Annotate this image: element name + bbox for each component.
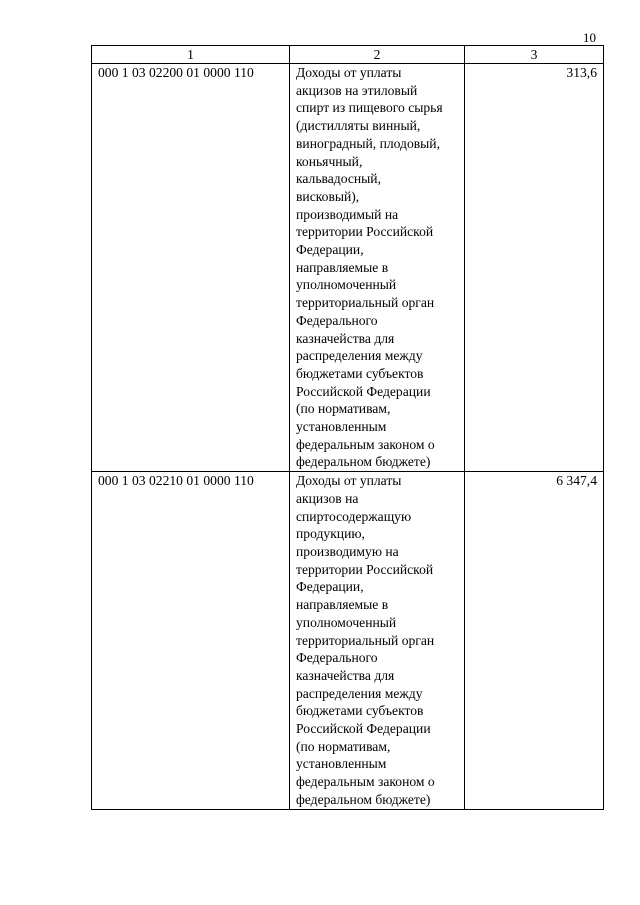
description-line: территории Российской <box>296 561 434 577</box>
description-line: (дистилляты винный, <box>296 118 421 134</box>
budget-code: 000 1 03 02200 01 0000 110 <box>92 64 290 472</box>
description-line: висковый), <box>296 188 360 204</box>
description-line: продукцию, <box>296 526 365 542</box>
description-line: уполномоченный <box>296 614 397 630</box>
description-line: (по нормативам, <box>296 401 391 417</box>
description-line: Федерального <box>296 650 378 666</box>
description-line: виноградный, плодовый, <box>296 135 440 151</box>
column-header-description: 2 <box>290 46 465 64</box>
budget-code: 000 1 03 02210 01 0000 110 <box>92 472 290 809</box>
description-line: федеральным законом о <box>296 774 435 790</box>
description-line: распределения между <box>296 348 423 364</box>
description-line: федеральном бюджете) <box>296 791 431 807</box>
table-row <box>92 472 604 809</box>
description-line: акцизов на этиловый <box>296 82 418 98</box>
description-line: направляемые в <box>296 259 389 275</box>
description-line: федеральным законом о <box>296 436 435 452</box>
description-line: Доходы от уплаты <box>296 65 402 80</box>
description-line: спиртосодержащую <box>296 508 412 524</box>
description-line: направляемые в <box>296 597 389 613</box>
description-line: бюджетами субъектов <box>296 703 424 719</box>
column-header-amount: 3 <box>465 46 604 64</box>
description-line: коньячный, <box>296 153 363 169</box>
revenue-description <box>290 472 465 809</box>
description-line: кальвадосный, <box>296 171 381 187</box>
description-line: территориальный орган <box>296 295 435 311</box>
description-line: производимую на <box>296 543 399 559</box>
description-line: установленным <box>296 419 387 435</box>
table-header-row <box>92 46 604 64</box>
description-line: производимый на <box>296 206 399 222</box>
amount-value: 313,6 <box>465 64 604 472</box>
description-line: бюджетами субъектов <box>296 365 424 381</box>
description-line: распределения между <box>296 685 423 701</box>
description-line: Российской Федерации <box>296 721 431 737</box>
description-line: Федерации, <box>296 242 364 258</box>
description-line: Федерального <box>296 312 378 328</box>
description-line: Федерации, <box>296 579 364 595</box>
page-number: 10 <box>583 30 596 45</box>
revenue-table <box>91 45 604 810</box>
description-line: территориальный орган <box>296 632 435 648</box>
description-line: уполномоченный <box>296 277 397 293</box>
description-line: казначейства для <box>296 667 395 683</box>
table-row <box>92 64 604 472</box>
amount-value: 6 347,4 <box>465 472 604 809</box>
revenue-description <box>290 64 465 472</box>
description-line: казначейства для <box>296 330 395 346</box>
column-header-code: 1 <box>92 46 290 64</box>
description-line: Доходы от уплаты <box>296 473 402 489</box>
description-line: акцизов на <box>296 490 359 506</box>
description-line: территории Российской <box>296 224 434 240</box>
description-line: Российской Федерации <box>296 383 431 399</box>
description-line: спирт из пищевого сырья <box>296 100 443 116</box>
description-line: (по нормативам, <box>296 738 391 754</box>
description-line: федеральном бюджете) <box>296 454 431 470</box>
description-line: установленным <box>296 756 387 772</box>
